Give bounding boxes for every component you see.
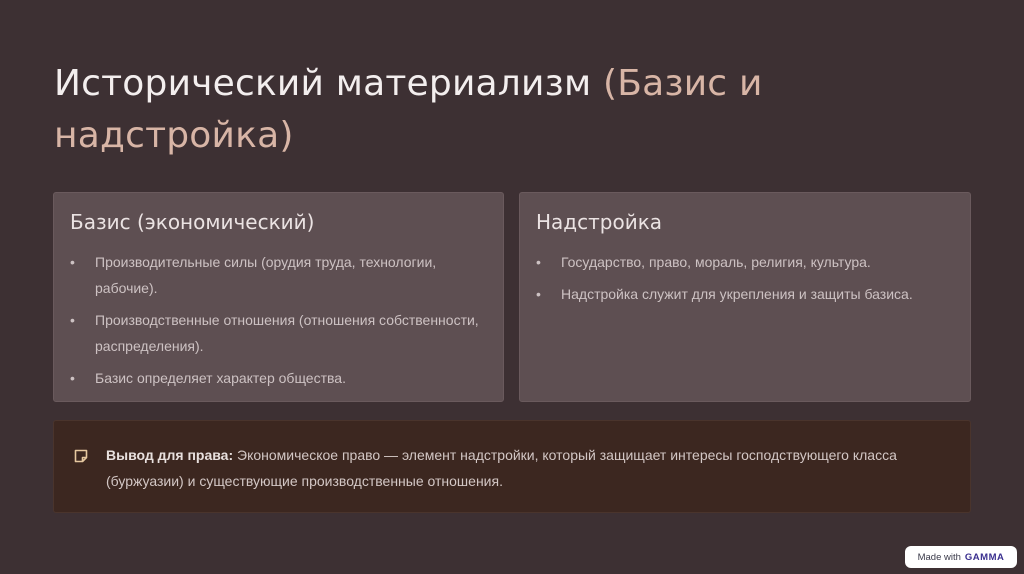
basis-list xyxy=(70,249,481,397)
list-item-text: Надстройка служит для укрепления и защиты базиса. xyxy=(561,286,913,302)
bullet-icon: • xyxy=(536,286,541,302)
badge-prefix: Made with xyxy=(917,551,961,563)
list-item xyxy=(536,249,948,275)
bullet-icon: • xyxy=(70,254,75,270)
bullet-icon: • xyxy=(536,254,541,270)
bullet-icon: • xyxy=(70,370,75,386)
list-item-text: Государство, право, мораль, религия, культура. xyxy=(561,254,871,270)
list-item xyxy=(536,281,948,307)
made-with-gamma-badge[interactable] xyxy=(905,546,1017,568)
gamma-logo: GAMMA xyxy=(964,551,1005,563)
list-item-text: Базис определяет характер общества. xyxy=(95,370,346,386)
slide-title xyxy=(54,58,954,162)
bullet-icon: • xyxy=(70,312,75,328)
conclusion-callout xyxy=(53,420,971,513)
list-item-text: Производственные отношения (отношения собственности, распределения). xyxy=(95,312,479,354)
superstructure-list xyxy=(536,249,948,313)
list-item-text: Производительные силы (орудия труда, технологии, рабочие). xyxy=(95,254,437,296)
title-accent: (Базис и надстройка) xyxy=(54,63,763,156)
superstructure-card-title: Надстройка xyxy=(536,210,663,234)
list-item xyxy=(70,307,481,359)
superstructure-card xyxy=(519,192,971,402)
conclusion-lead: Вывод для права: xyxy=(106,447,234,463)
list-item xyxy=(70,365,481,391)
conclusion-text xyxy=(106,442,950,494)
conclusion-body: Экономическое право — элемент надстройки, который защищает интересы господствующего класса (буржуазии) и существующие производственные отношения. xyxy=(106,447,897,489)
title-main: Исторический материализм xyxy=(54,63,603,104)
list-item xyxy=(70,249,481,301)
basis-card xyxy=(53,192,504,402)
note-icon xyxy=(73,448,89,464)
basis-card-title: Базис (экономический) xyxy=(70,210,315,234)
